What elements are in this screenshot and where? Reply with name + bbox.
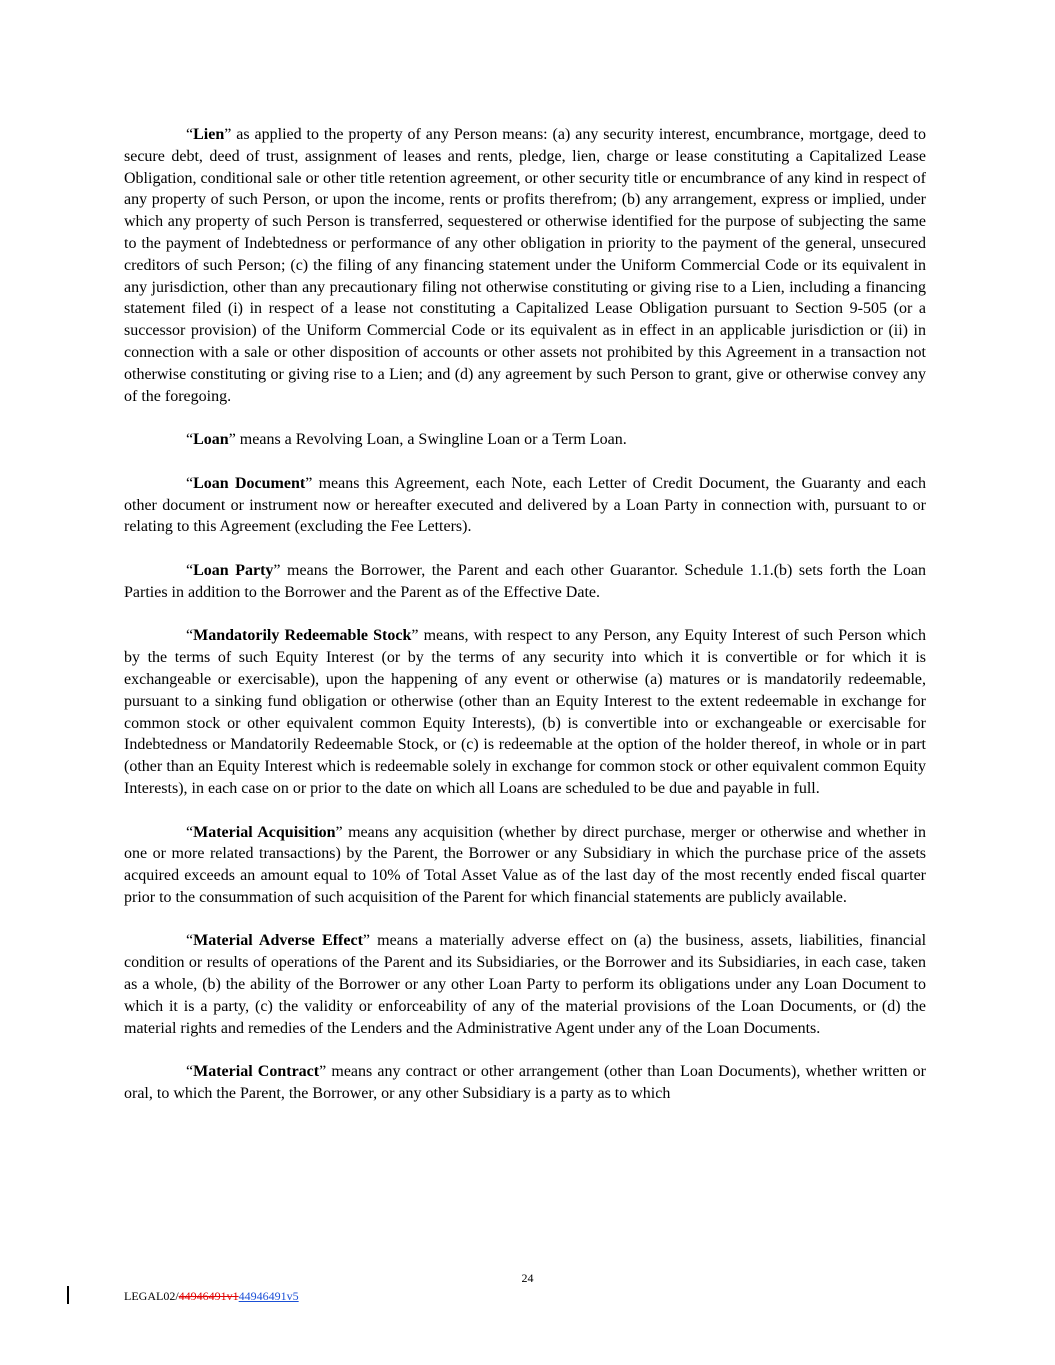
- definition-lien: “Lien” as applied to the property of any Person means: (a) any security interest, encumbrance, mortgage, deed to secure debt, deed of trust, assignment of leases and rents, pledge, lien, charge or lease constituting a Capitalized Lease Obligation, conditional sale or other title retention agreement, or other security title or encumbrance of any kind in respect of any property of such Person, or upon the income, rents or profits therefrom; (b) any arrangement, express or implied, under which any property of such Person is transferred, sequestered or otherwise identified for the purpose of subjecting the same to the payment of Indebtedness or performance of any other obligation in priority to the payment of the general, unsecured creditors of such Person; (c) the filing of any financing statement under the Uniform Commercial Code or its equivalent in any jurisdiction, other than any precautionary filing not otherwise constituting or giving rise to a Lien, including a financing statement filed (i) in respect of a lease not constituting a Capitalized Lease Obligation pursuant to Section 9-505 (or a successor provision) of the Uniform Commercial Code or its equivalent as in effect in an applicable jurisdiction or (ii) in connection with a sale or other disposition of accounts or other assets not prohibited by this Agreement in a transaction not otherwise constituting or giving rise to a Lien; and (d) any agreement by such Person to grant, give or otherwise convey any of the foregoing.: [124, 126, 926, 405]
- definition-text: means a materially adverse effect on (a) the business, assets, liabilities, financial condition or results of operations of the Parent and its Subsidiaries, or the Borrower and its Subsidiaries, in each case, taken as a whole, (b) the ability of the Borrower or any other Loan Party to perform its obligations under any Loan Document to which it is a party, (c) the validity or enforceability of any of the material provisions of the Loan Documents, or (d) the material rights and remedies of the Lenders and the Administrative Agent under any of the Loan Documents.: [124, 932, 927, 1037]
- definition-material-adverse-effect: “Material Adverse Effect” means a materially adverse effect on (a) the business, assets, liabilities, financial condition or results of operations of the Parent and its Subsidiaries, or the Borrower and its Subsidiaries, in each case, taken as a whole, (b) the ability of the Borrower or any other Loan Party to perform its obligations under any Loan Document to which it is a party, (c) the validity or enforceability of any of the material provisions of the Loan Documents, or (d) the material rights and remedies of the Lenders and the Administrative Agent under any of the Loan Documents.: [124, 932, 927, 1037]
- definition-text: means this Agreement, each Note, each Letter of Credit Document, the Guaranty and each other document or instrument now or hereafter executed and delivered by a Loan Party in connection with, pursuant to or relating to this Agreement (excluding the Fee Letters).: [124, 474, 926, 536]
- defined-term: Mandatorily Redeemable Stock: [193, 627, 412, 645]
- defined-term: Loan: [193, 431, 229, 449]
- footer-inserted-version[interactable]: 44946491v5: [238, 1289, 299, 1303]
- definition-text: means any contract or other arrangement (other than Loan Documents), whether written or oral, to which the Parent, the Borrower, or any other Subsidiary is a party as to which: [124, 1063, 926, 1103]
- revision-change-bar: [67, 1286, 69, 1304]
- defined-term: Material Acquisition: [193, 823, 336, 841]
- footer-prefix: LEGAL02/: [124, 1289, 179, 1303]
- definition-material-contract: “Material Contract” means any contract or other arrangement (other than Loan Documents), whether written or oral, to which the Parent, the Borrower, or any other Subsidiary is a party as to which: [124, 1063, 926, 1103]
- definition-text: means a Revolving Loan, a Swingline Loan or a Term Loan.: [235, 431, 627, 449]
- definition-text: as applied to the property of any Person means: (a) any security interest, encumbrance, mortgage, deed to secure debt, deed of trust, assignment of leases and rents, pledge, lien, charge or lease constituting a Capitalized Lease Obligation, conditional sale or other title retention agreement, or other security title or encumbrance of any kind in respect of any property of such Person, or upon the income, rents or profits therefrom; (b) any arrangement, express or implied, under which any property of such Person is transferred, sequestered or otherwise identified for the purpose of subjecting the same to the payment of Indebtedness or performance of any other obligation in priority to the payment of the general, unsecured creditors of such Person; (c) the filing of any financing statement under the Uniform Commercial Code or its equivalent in any jurisdiction, other than any precautionary filing not otherwise constituting or giving rise to a Lien, including a financing statement filed (i) in respect of a lease not constituting a Capitalized Lease Obligation pursuant to Section 9-505 (or a successor provision) of the Uniform Commercial Code or its equivalent as in effect in an applicable jurisdiction or (ii) in connection with a sale or other disposition of accounts or other assets not prohibited by this Agreement in a transaction not otherwise constituting or giving rise to a Lien; and (d) any agreement by such Person to grant, give or otherwise convey any of the foregoing.: [124, 126, 926, 405]
- defined-term: Lien: [193, 126, 225, 143]
- document-body: [124, 124, 926, 1127]
- defined-term: Material Contract: [193, 1063, 320, 1081]
- defined-term: Material Adverse Effect: [193, 932, 363, 950]
- footer-deleted-version: 44946491v1: [178, 1289, 239, 1303]
- defined-term: Loan Document: [193, 474, 306, 492]
- definition-material-acquisition: “Material Acquisition” means any acquisition (whether by direct purchase, merger or otherwise and whether in one or more related transactions) by the Parent, the Borrower or any Subsidiary in which the purchase price of the assets acquired exceeds an amount equal to 10% of Total Asset Value as of the last day of the most recently ended fiscal quarter prior to the consummation of such acquisition of the Parent for which financial statements are publicly available.: [124, 823, 927, 906]
- definition-loan-document: “Loan Document” means this Agreement, each Note, each Letter of Credit Document, the Guaranty and each other document or instrument now or hereafter executed and delivered by a Loan Party in connection with, pursuant to or relating to this Agreement (excluding the Fee Letters).: [124, 474, 926, 536]
- page-number: 24: [521, 1271, 534, 1285]
- definition-loan: “Loan” means a Revolving Loan, a Swingline Loan or a Term Loan.: [186, 431, 627, 449]
- document-footer-id: [124, 1289, 299, 1304]
- definition-text: means any acquisition (whether by direct purchase, merger or otherwise and whether in one or more related transactions) by the Parent, the Borrower or any Subsidiary in which the purchase price of the assets acquired exceeds an amount equal to 10% of Total Asset Value as of the last day of the most recently ended fiscal quarter prior to the consummation of such acquisition of the Parent for which financial statements are publicly available.: [124, 823, 927, 906]
- definition-text: means the Borrower, the Parent and each other Guarantor. Schedule 1.1.(b) sets forth the Loan Parties in addition to the Borrower and the Parent as of the Effective Date.: [124, 561, 926, 601]
- definition-text: means, with respect to any Person, any Equity Interest of such Person which by the terms of such Equity Interest (or by the terms of any security into which it is convertible or for which it is exchangeable or exercisable), upon the happening of any event or otherwise (a) matures or is mandatorily redeemable, pursuant to a sinking fund obligation or otherwise (other than an Equity Interest to the extent redeemable in exchange for common stock or other equivalent common Equity Interests), (b) is convertible into or exchangeable or exercisable for Indebtedness or Mandatorily Redeemable Stock, or (c) is redeemable at the option of the holder thereof, in whole or in part (other than an Equity Interest which is redeemable solely in exchange for common stock or other equivalent common Equity Interests), in each case on or prior to the date on which all Loans are scheduled to be due and payable in full.: [124, 627, 926, 797]
- definition-loan-party: “Loan Party” means the Borrower, the Parent and each other Guarantor. Schedule 1.1.(b) sets forth the Loan Parties in addition to the Borrower and the Parent as of the Effective Date.: [124, 561, 926, 601]
- definition-mandatorily-redeemable-stock: “Mandatorily Redeemable Stock” means, with respect to any Person, any Equity Interest of such Person which by the terms of such Equity Interest (or by the terms of any security into which it is convertible or for which it is exchangeable or exercisable), upon the happening of any event or otherwise (a) matures or is mandatorily redeemable, pursuant to a sinking fund obligation or otherwise (other than an Equity Interest to the extent redeemable in exchange for common stock or other equivalent common Equity Interests), (b) is convertible into or exchangeable or exercisable for Indebtedness or Mandatorily Redeemable Stock, or (c) is redeemable at the option of the holder thereof, in whole or in part (other than an Equity Interest which is redeemable solely in exchange for common stock or other equivalent common Equity Interests), in each case on or prior to the date on which all Loans are scheduled to be due and payable in full.: [124, 627, 926, 797]
- defined-term: Loan Party: [193, 561, 274, 579]
